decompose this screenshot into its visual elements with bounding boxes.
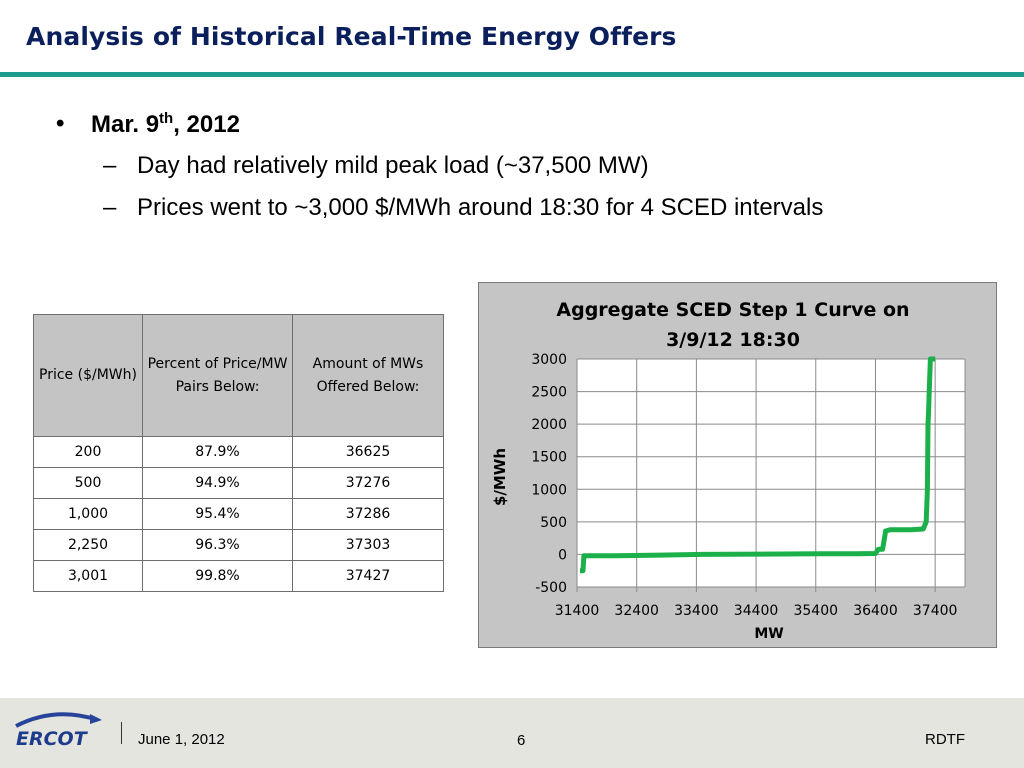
sub-bullet-text: Day had relatively mild peak load (~37,500 MW): [137, 152, 649, 179]
chart-title: 3/9/12 18:30: [666, 329, 800, 351]
cell-percent: 95.4%: [143, 499, 293, 530]
cell-amount: 37286: [293, 499, 444, 530]
footer-date: June 1, 2012: [138, 731, 225, 748]
cell-price: 3,001: [34, 561, 143, 592]
slide-title: Analysis of Historical Real-Time Energy Offers: [26, 22, 677, 51]
footer-label: RDTF: [925, 731, 965, 748]
y-tick-label: 2500: [531, 384, 567, 401]
y-tick-label: 1000: [531, 482, 567, 499]
page-number: 6: [517, 732, 526, 749]
x-tick-label: 32400: [614, 603, 659, 619]
sub-bullet: [103, 152, 649, 180]
bullet-main-text: Mar. 9th, 2012: [91, 110, 240, 138]
x-tick-label: 36400: [853, 603, 898, 619]
x-axis-label: MW: [754, 626, 784, 642]
x-tick-label: 35400: [793, 603, 839, 619]
header-price: Price ($/MWh): [34, 315, 143, 437]
x-tick-label: 37400: [912, 603, 958, 619]
cell-percent: 96.3%: [143, 530, 293, 561]
cell-price: 1,000: [34, 499, 143, 530]
cell-amount: 37303: [293, 530, 444, 561]
cell-percent: 94.9%: [143, 468, 293, 499]
y-tick-label: 0: [558, 547, 567, 564]
bullet-marker: •: [56, 110, 65, 137]
logo-text: ERCOT: [16, 728, 87, 750]
table-header-row: [34, 315, 444, 437]
chart-title: Aggregate SCED Step 1 Curve on: [556, 299, 910, 321]
step-curve-chart: [479, 283, 996, 647]
x-tick-label: 31400: [554, 603, 600, 619]
sub-bullet-marker: –: [103, 152, 117, 179]
chart-panel: [478, 282, 997, 648]
footer: [0, 698, 1024, 768]
cell-percent: 87.9%: [143, 437, 293, 468]
sub-bullet-text: Prices went to ~3,000 $/MWh around 18:30 for 4 SCED intervals: [137, 194, 824, 221]
header-percent: Percent of Price/MW Pairs Below:: [143, 315, 293, 437]
y-tick-label: -500: [535, 580, 567, 596]
y-tick-label: 1500: [531, 449, 567, 466]
title-underline: [0, 72, 1024, 77]
footer-divider: [121, 722, 122, 744]
cell-amount: 37427: [293, 561, 444, 592]
cell-amount: 37276: [293, 468, 444, 499]
table-row: [34, 499, 444, 530]
y-axis-label: $/MWh: [491, 447, 509, 507]
cell-percent: 99.8%: [143, 561, 293, 592]
cell-price: 500: [34, 468, 143, 499]
table-row: [34, 530, 444, 561]
x-tick-label: 33400: [674, 603, 719, 619]
x-tick-label: 34400: [733, 603, 779, 619]
sub-bullet: [103, 194, 823, 222]
y-tick-label: 500: [540, 514, 567, 531]
table-row: [34, 468, 444, 499]
y-tick-label: 3000: [531, 352, 567, 368]
cell-amount: 36625: [293, 437, 444, 468]
y-tick-label: 2000: [531, 417, 567, 434]
table-row: [34, 561, 444, 592]
price-table: [33, 314, 444, 592]
cell-price: 2,250: [34, 530, 143, 561]
sub-bullet-marker: –: [103, 194, 117, 221]
header-amount: Amount of MWs Offered Below:: [293, 315, 444, 437]
table-row: [34, 437, 444, 468]
ercot-logo: [10, 708, 110, 750]
cell-price: 200: [34, 437, 143, 468]
